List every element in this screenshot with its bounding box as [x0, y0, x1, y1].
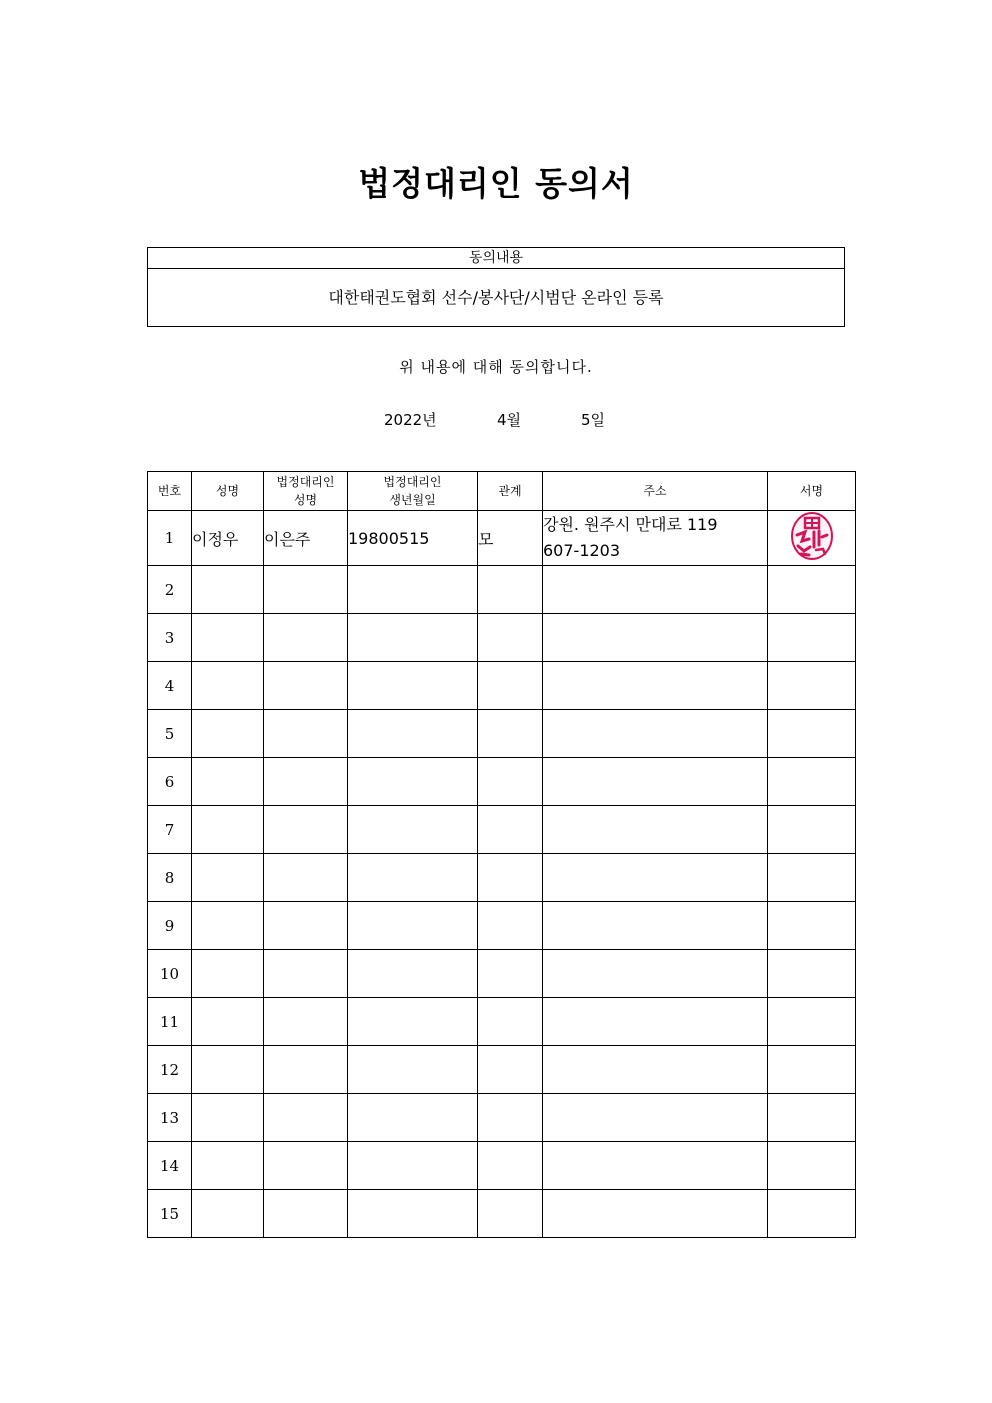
table-row	[148, 614, 856, 662]
header-name: 성명	[192, 472, 264, 511]
table-row	[148, 854, 856, 902]
table-row	[148, 662, 856, 710]
table-row	[148, 710, 856, 758]
guardian-table	[147, 471, 856, 1238]
row-number: 15	[148, 1190, 192, 1238]
row-guardian-birth	[348, 854, 478, 902]
table-header-row	[148, 472, 856, 511]
row-guardian-name	[264, 902, 348, 950]
row-address	[543, 614, 768, 662]
row-guardian-birth	[348, 614, 478, 662]
row-signature	[768, 614, 856, 662]
row-address	[543, 1046, 768, 1094]
header-guardian-name-line2: 성명	[293, 493, 318, 507]
table-row	[148, 566, 856, 614]
row-guardian-birth	[348, 1094, 478, 1142]
row-relation	[478, 998, 543, 1046]
row-address	[543, 806, 768, 854]
date-year: 2022년	[384, 411, 437, 429]
row-guardian-name	[264, 1142, 348, 1190]
table-row	[148, 1142, 856, 1190]
row-relation: 모	[478, 511, 543, 566]
row-signature	[768, 566, 856, 614]
row-address	[543, 1190, 768, 1238]
consent-box	[147, 247, 845, 327]
consent-header: 동의내용	[148, 248, 844, 269]
header-address: 주소	[543, 472, 768, 511]
consent-text: 대한태권도협회 선수/봉사단/시범단 온라인 등록	[328, 288, 664, 307]
header-relation: 관계	[478, 472, 543, 511]
header-guardian-name	[264, 472, 348, 511]
row-number: 9	[148, 902, 192, 950]
row-relation	[478, 1190, 543, 1238]
row-guardian-name	[264, 614, 348, 662]
row-address	[543, 854, 768, 902]
row-number: 3	[148, 614, 192, 662]
row-address	[543, 1142, 768, 1190]
table-row	[148, 950, 856, 998]
row-number: 7	[148, 806, 192, 854]
header-guardian-birth	[348, 472, 478, 511]
row-relation	[478, 854, 543, 902]
row-guardian-birth	[348, 566, 478, 614]
row-guardian-birth: 19800515	[348, 511, 478, 566]
row-guardian-name	[264, 1046, 348, 1094]
row-number: 12	[148, 1046, 192, 1094]
table-row	[148, 998, 856, 1046]
row-guardian-name	[264, 710, 348, 758]
row-relation	[478, 758, 543, 806]
row-signature	[768, 806, 856, 854]
row-number: 2	[148, 566, 192, 614]
row-address	[543, 758, 768, 806]
row-number: 8	[148, 854, 192, 902]
row-number: 5	[148, 710, 192, 758]
row-guardian-birth	[348, 662, 478, 710]
row-name	[192, 1190, 264, 1238]
row-guardian-birth	[348, 998, 478, 1046]
row-number: 1	[148, 511, 192, 566]
row-relation	[478, 1094, 543, 1142]
row-signature	[768, 511, 856, 566]
row-name	[192, 854, 264, 902]
row-name	[192, 1046, 264, 1094]
row-guardian-name	[264, 662, 348, 710]
row-relation	[478, 614, 543, 662]
row-guardian-name	[264, 566, 348, 614]
row-signature	[768, 950, 856, 998]
row-address-line1: 강원. 원주시 만대로 119	[543, 515, 718, 534]
row-guardian-name: 이은주	[264, 511, 348, 566]
row-number: 10	[148, 950, 192, 998]
table-row	[148, 1046, 856, 1094]
row-relation	[478, 1142, 543, 1190]
row-address	[543, 566, 768, 614]
row-name	[192, 950, 264, 998]
date-month: 4월	[497, 411, 522, 429]
row-signature	[768, 998, 856, 1046]
date-line	[0, 409, 992, 431]
row-guardian-name	[264, 950, 348, 998]
row-number: 6	[148, 758, 192, 806]
row-signature	[768, 902, 856, 950]
row-name	[192, 902, 264, 950]
row-guardian-name	[264, 758, 348, 806]
header-guardian-birth-line2: 생년월일	[389, 493, 436, 507]
row-signature	[768, 1046, 856, 1094]
row-name	[192, 1094, 264, 1142]
seal-stamp-icon	[789, 511, 835, 565]
row-signature	[768, 1190, 856, 1238]
row-relation	[478, 662, 543, 710]
header-guardian-name-line1: 법정대리인	[276, 475, 335, 489]
row-relation	[478, 566, 543, 614]
row-name	[192, 998, 264, 1046]
row-signature	[768, 710, 856, 758]
row-guardian-birth	[348, 1046, 478, 1094]
row-guardian-birth	[348, 1142, 478, 1190]
row-guardian-name	[264, 1094, 348, 1142]
row-name	[192, 1142, 264, 1190]
row-relation	[478, 806, 543, 854]
header-guardian-birth-line1: 법정대리인	[383, 475, 442, 489]
row-name: 이정우	[192, 511, 264, 566]
header-signature: 서명	[768, 472, 856, 511]
date-day: 5일	[581, 411, 606, 429]
table-row	[148, 1190, 856, 1238]
row-address	[543, 902, 768, 950]
row-number: 14	[148, 1142, 192, 1190]
table-row	[148, 1094, 856, 1142]
row-guardian-name	[264, 854, 348, 902]
row-guardian-birth	[348, 1190, 478, 1238]
row-name	[192, 806, 264, 854]
row-relation	[478, 902, 543, 950]
row-number: 11	[148, 998, 192, 1046]
row-relation	[478, 1046, 543, 1094]
row-number: 13	[148, 1094, 192, 1142]
row-name	[192, 662, 264, 710]
row-address	[543, 710, 768, 758]
table-row	[148, 511, 856, 566]
row-address-line2: 607-1203	[543, 541, 621, 560]
row-guardian-name	[264, 806, 348, 854]
row-guardian-birth	[348, 806, 478, 854]
row-address	[543, 950, 768, 998]
table-row	[148, 806, 856, 854]
row-relation	[478, 950, 543, 998]
document-title: 법정대리인 동의서	[358, 164, 634, 203]
row-address	[543, 1094, 768, 1142]
row-name	[192, 614, 264, 662]
table-row	[148, 902, 856, 950]
header-number: 번호	[148, 472, 192, 511]
row-relation	[478, 710, 543, 758]
row-address	[543, 662, 768, 710]
row-guardian-birth	[348, 758, 478, 806]
row-address	[543, 998, 768, 1046]
row-name	[192, 566, 264, 614]
row-signature	[768, 758, 856, 806]
table-row	[148, 758, 856, 806]
row-signature	[768, 1094, 856, 1142]
row-name	[192, 710, 264, 758]
row-guardian-name	[264, 998, 348, 1046]
row-number: 4	[148, 662, 192, 710]
agree-statement: 위 내용에 대해 동의합니다.	[399, 358, 593, 376]
row-signature	[768, 1142, 856, 1190]
row-guardian-birth	[348, 710, 478, 758]
row-guardian-name	[264, 1190, 348, 1238]
row-name	[192, 758, 264, 806]
row-guardian-birth	[348, 902, 478, 950]
row-guardian-birth	[348, 950, 478, 998]
row-signature	[768, 662, 856, 710]
row-signature	[768, 854, 856, 902]
row-address	[543, 511, 768, 566]
